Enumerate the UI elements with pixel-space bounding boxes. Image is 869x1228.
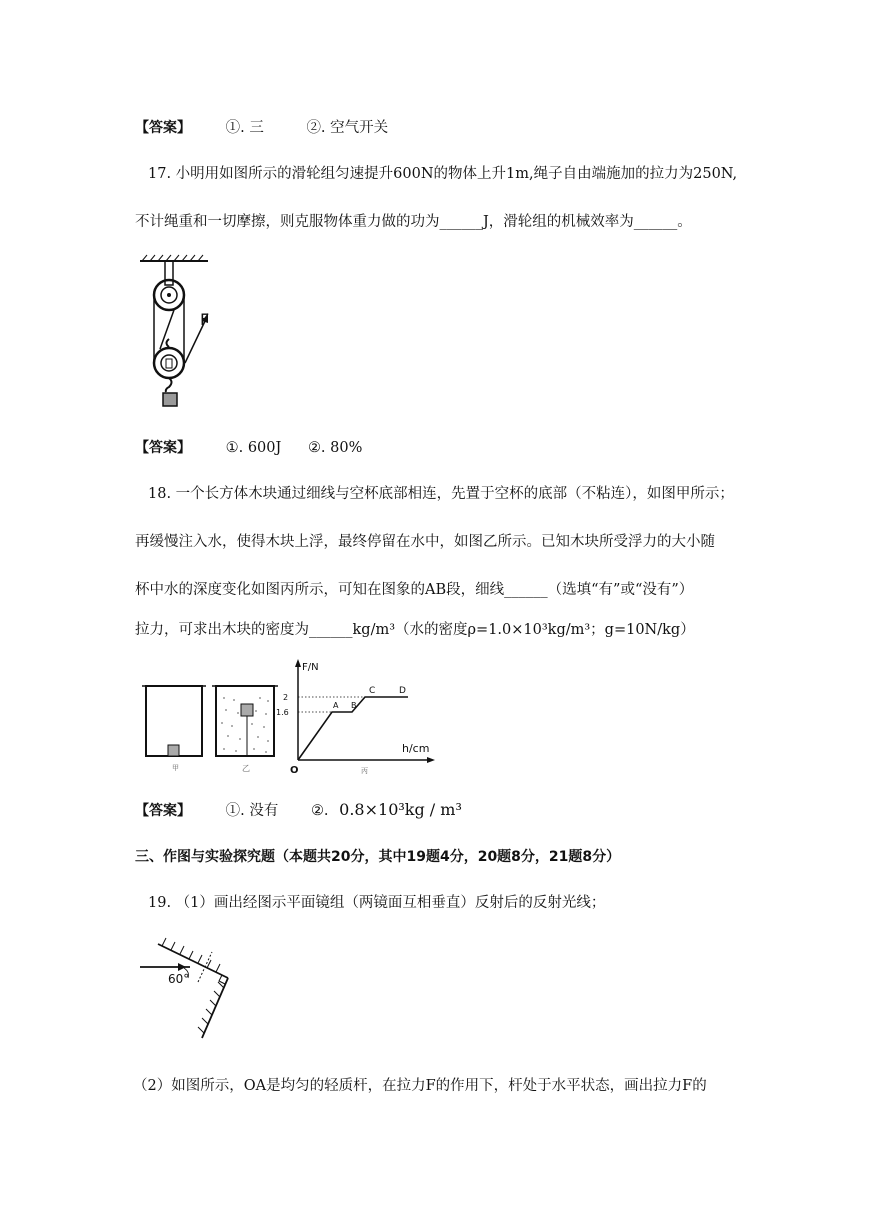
answer-1: ①. 600J (225, 440, 282, 456)
q18-answer (135, 800, 462, 821)
section-3-title: 三、作图与实验探究题（本题共20分，其中19题4分，20题8分，21题8分） (135, 849, 621, 865)
label-bing: 丙 (361, 767, 368, 775)
answer-tag: 【答案】 (135, 803, 191, 819)
mirror-figure (140, 938, 260, 1048)
x-axis-label: h/cm (402, 742, 430, 755)
point-c: C (369, 686, 376, 696)
pulley-figure (138, 255, 238, 415)
answer-tag: 【答案】 (135, 120, 191, 136)
cup-figures (140, 656, 440, 781)
y-axis-label: F/N (302, 662, 319, 673)
q18-line-1: 18. 一个长方体木块通过细线与空杯底部相连，先置于空杯的底部（不粘连），如图甲所示； (148, 486, 734, 502)
q18-line-4: 拉力，可求出木块的密度为______kg/m³（水的密度ρ=1.0×10³kg/m³；g=10N/kg） (135, 622, 695, 638)
label-yi: 乙 (242, 764, 250, 773)
q18-line-2: 再缓慢注入水，使得木块上浮，最终停留在水中，如图乙所示。已知木块所受浮力的大小随 (135, 534, 715, 550)
origin-label: O (290, 765, 299, 776)
answer-2-value: 0.8×10³kg / m³ (339, 800, 462, 819)
q17-answer (135, 438, 362, 458)
q18-line-3: 杯中水的深度变化如图丙所示，可知在图象的AB段，细线______（选填“有”或“没有”） (135, 582, 694, 598)
point-a: A (333, 701, 339, 710)
point-d: D (399, 686, 406, 696)
answer-2: ②. 空气开关 (306, 120, 389, 136)
label-jia: 甲 (172, 764, 179, 772)
q19-line-2: （2）如图所示，OA是均匀的轻质杆，在拉力F的作用下，杆处于水平状态，画出拉力F的 (133, 1078, 707, 1094)
tick-2: 2 (283, 693, 289, 702)
q19-line-1: 19. （1）画出经图示平面镜组（两镜面互相垂直）反射后的反射光线； (148, 895, 606, 911)
answer-tag: 【答案】 (135, 440, 191, 456)
point-b: B (351, 701, 357, 710)
answer-1: ①. 没有 (225, 803, 279, 819)
answer-2: ②. 80% (307, 440, 363, 456)
answer-2: ②. (310, 803, 329, 819)
force-label: F (200, 310, 210, 329)
tick-1-6: 1.6 (276, 708, 289, 717)
q16-answer (135, 118, 388, 138)
q17-line-2: 不计绳重和一切摩擦，则克服物体重力做的功为______J，滑轮组的机械效率为______。 (135, 214, 692, 230)
buoyancy-chart (276, 659, 435, 776)
answer-1: ①. 三 (225, 120, 264, 136)
angle-label: 60° (168, 972, 190, 986)
q17-line-1: 17. 小明用如图所示的滑轮组匀速提升600N的物体上升1m,绳子自由端施加的拉力为250N, (148, 166, 738, 182)
